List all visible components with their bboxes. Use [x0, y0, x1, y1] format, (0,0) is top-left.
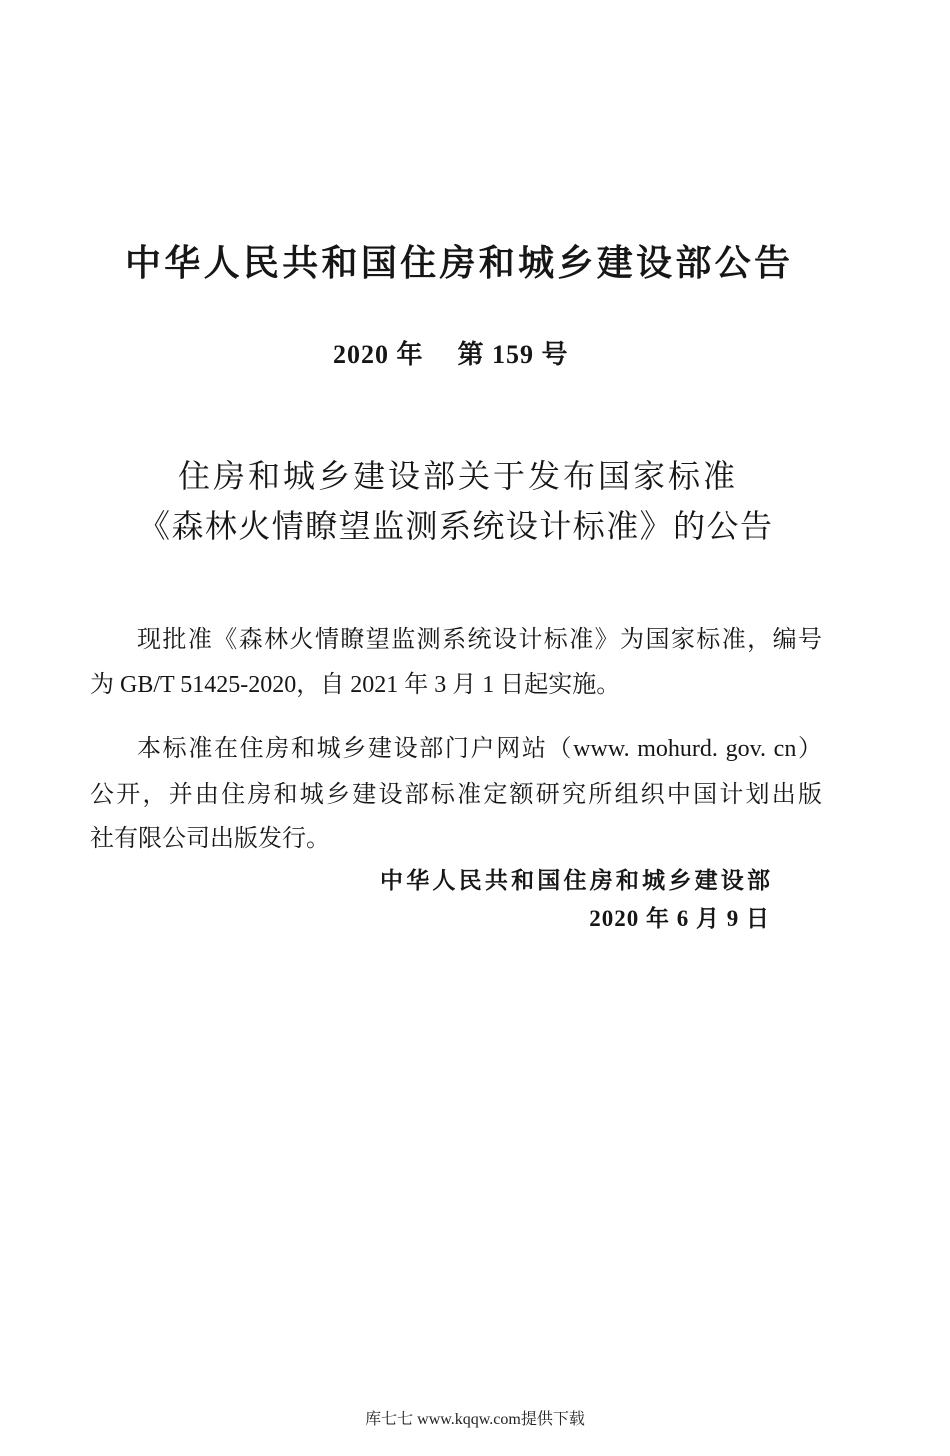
paragraph-line: 公开，并由住房和城乡建设部标准定额研究所组织中国计划出版: [90, 782, 822, 808]
paragraph-line: 社有限公司出版发行。: [90, 826, 330, 852]
issuer-name: 中华人民共和国住房和城乡建设部: [380, 867, 770, 893]
announcement-title: 中华人民共和国住房和城乡建设部公告: [125, 242, 790, 283]
issue-date: 2020 年 6 月 9 日: [589, 906, 770, 931]
paragraph-line: 本标准在住房和城乡建设部门户网站（www. mohurd. gov. cn）: [137, 736, 822, 762]
subject-line: 《森林火情瞭望监测系统设计标准》的公告: [138, 508, 772, 544]
issue-sequence: 第 159 号: [457, 340, 569, 369]
issue-year: 2020 年: [333, 340, 424, 369]
issue-number: [333, 340, 569, 370]
subject-line: 住房和城乡建设部关于发布国家标准: [178, 458, 735, 494]
paragraph-line: 为 GB/T 51425-2020，自 2021 年 3 月 1 日起实施。: [90, 672, 621, 698]
paragraph-line: 现批准《森林火情瞭望监测系统设计标准》为国家标准，编号: [137, 627, 822, 653]
download-footer: 库七七 www.kqqw.com提供下载: [365, 1411, 585, 1428]
